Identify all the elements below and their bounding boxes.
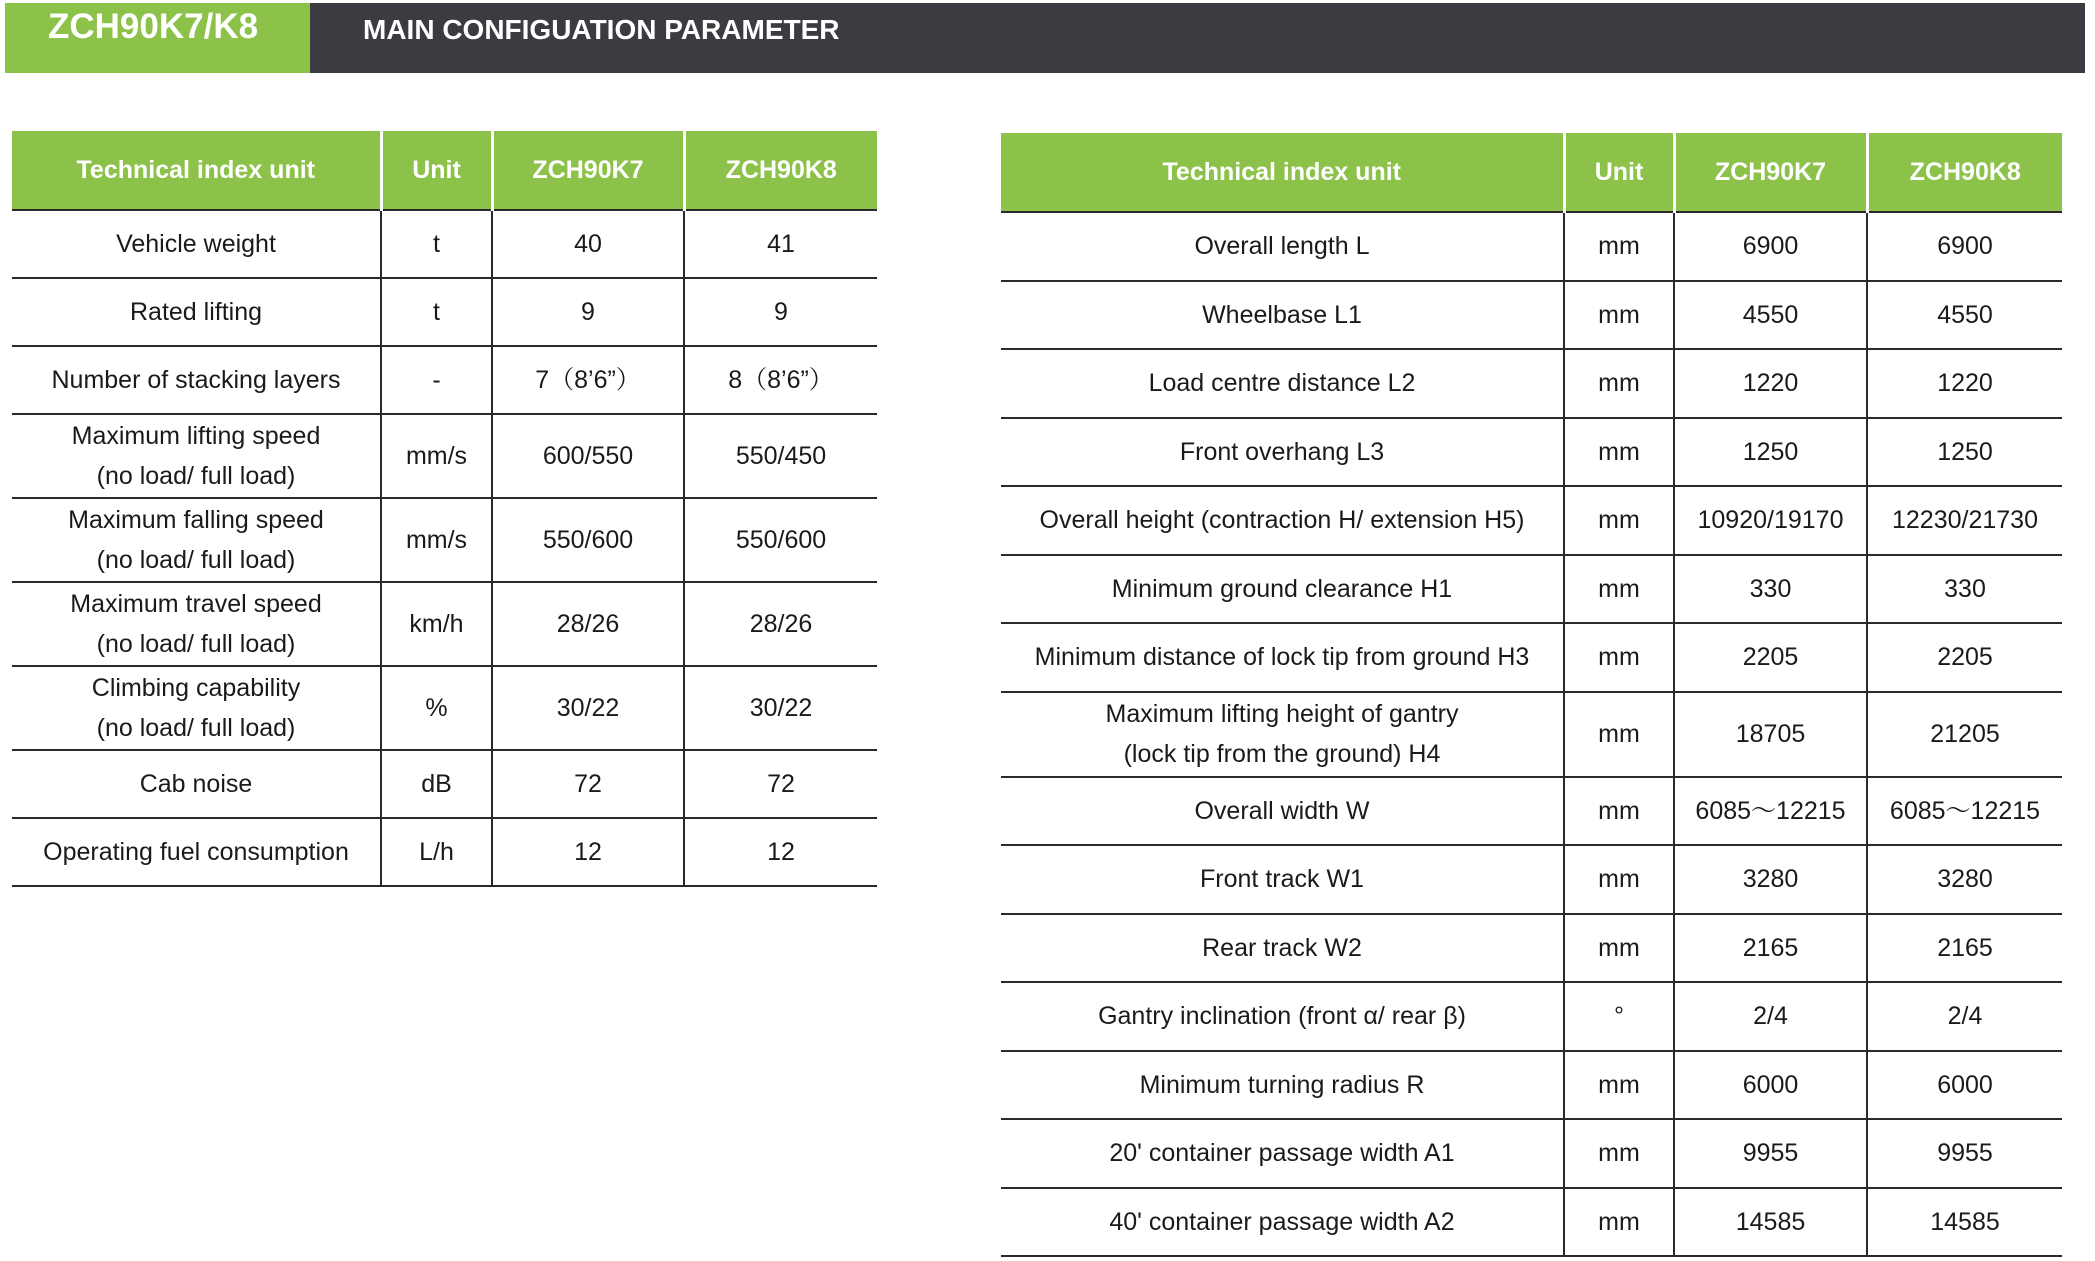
row-unit: mm	[1564, 623, 1674, 692]
table-row	[12, 346, 877, 414]
column-header-k8: ZCH90K8	[1867, 133, 2062, 212]
row-unit: km/h	[381, 582, 492, 666]
dimension-parameters-table	[1001, 133, 2062, 1257]
row-value-k7: 14585	[1674, 1188, 1867, 1257]
basic-parameters-table	[12, 131, 877, 887]
row-unit: %	[381, 666, 492, 750]
table-row	[1001, 692, 2062, 777]
row-name: Maximum lifting speed (no load/ full load)	[12, 414, 381, 498]
row-value-k8: 6085～12215	[1867, 777, 2062, 846]
row-unit: mm	[1564, 845, 1674, 914]
row-name: Maximum travel speed (no load/ full load)	[12, 582, 381, 666]
row-value-k7: 30/22	[492, 666, 684, 750]
table-row	[1001, 914, 2062, 983]
table-row	[1001, 1051, 2062, 1120]
row-value-k8: 4550	[1867, 281, 2062, 350]
table-row	[1001, 982, 2062, 1051]
row-value-k8: 9	[684, 278, 877, 346]
row-name: Minimum distance of lock tip from ground H3	[1001, 623, 1564, 692]
page-title: MAIN CONFIGUATION PARAMETER	[310, 3, 2085, 73]
row-value-k8: 14585	[1867, 1188, 2062, 1257]
row-value-k7: 330	[1674, 555, 1867, 624]
row-name: Overall height (contraction H/ extension H5)	[1001, 486, 1564, 555]
row-unit: L/h	[381, 818, 492, 886]
row-value-k7: 9955	[1674, 1119, 1867, 1188]
header-banner	[5, 3, 2085, 73]
model-title: ZCH90K7/K8	[5, 3, 310, 73]
row-unit: mm	[1564, 212, 1674, 281]
row-value-k7: 72	[492, 750, 684, 818]
row-unit: dB	[381, 750, 492, 818]
table-row	[1001, 1188, 2062, 1257]
row-name: 20' container passage width A1	[1001, 1119, 1564, 1188]
row-value-k8: 2/4	[1867, 982, 2062, 1051]
row-value-k8: 2165	[1867, 914, 2062, 983]
row-value-k7: 12	[492, 818, 684, 886]
row-value-k7: 3280	[1674, 845, 1867, 914]
column-header-k7: ZCH90K7	[492, 131, 684, 210]
row-value-k8: 72	[684, 750, 877, 818]
row-value-k8: 41	[684, 210, 877, 278]
row-value-k7: 2/4	[1674, 982, 1867, 1051]
table-row	[12, 666, 877, 750]
row-value-k7: 28/26	[492, 582, 684, 666]
row-name: Climbing capability (no load/ full load)	[12, 666, 381, 750]
row-unit: mm	[1564, 281, 1674, 350]
table-row	[1001, 212, 2062, 281]
row-name: Maximum lifting height of gantry (lock tip from the ground) H4	[1001, 692, 1564, 777]
table-row	[1001, 1119, 2062, 1188]
row-value-k8: 6900	[1867, 212, 2062, 281]
row-unit: mm	[1564, 1188, 1674, 1257]
row-value-k7: 2165	[1674, 914, 1867, 983]
row-unit: mm	[1564, 914, 1674, 983]
row-name: Front overhang L3	[1001, 418, 1564, 487]
row-value-k7: 6000	[1674, 1051, 1867, 1120]
row-value-k7: 4550	[1674, 281, 1867, 350]
row-value-k7: 600/550	[492, 414, 684, 498]
row-value-k8: 550/600	[684, 498, 877, 582]
table-row	[1001, 845, 2062, 914]
table-row	[12, 498, 877, 582]
row-name: Overall length L	[1001, 212, 1564, 281]
column-header-index: Technical index unit	[12, 131, 381, 210]
row-unit: °	[1564, 982, 1674, 1051]
row-unit: mm/s	[381, 414, 492, 498]
row-value-k8: 12230/21730	[1867, 486, 2062, 555]
row-name: Rated lifting	[12, 278, 381, 346]
column-header-k8: ZCH90K8	[684, 131, 877, 210]
row-name: Load centre distance L2	[1001, 349, 1564, 418]
row-unit: t	[381, 210, 492, 278]
row-value-k7: 18705	[1674, 692, 1867, 777]
row-unit: mm	[1564, 1051, 1674, 1120]
column-header-unit: Unit	[1564, 133, 1674, 212]
row-name: Front track W1	[1001, 845, 1564, 914]
table-row	[1001, 555, 2062, 624]
row-value-k8: 28/26	[684, 582, 877, 666]
row-value-k8: 550/450	[684, 414, 877, 498]
row-value-k8: 1250	[1867, 418, 2062, 487]
row-name: Overall width W	[1001, 777, 1564, 846]
row-unit: mm	[1564, 777, 1674, 846]
table-row	[1001, 349, 2062, 418]
row-value-k8: 9955	[1867, 1119, 2062, 1188]
table-row	[12, 818, 877, 886]
column-header-k7: ZCH90K7	[1674, 133, 1867, 212]
row-name: Maximum falling speed (no load/ full load)	[12, 498, 381, 582]
table-row	[12, 582, 877, 666]
row-name: Vehicle weight	[12, 210, 381, 278]
row-unit: t	[381, 278, 492, 346]
row-name: Minimum ground clearance H1	[1001, 555, 1564, 624]
row-value-k7: 1220	[1674, 349, 1867, 418]
table-row	[12, 210, 877, 278]
table-row	[1001, 418, 2062, 487]
row-name: Gantry inclination (front α/ rear β)	[1001, 982, 1564, 1051]
row-unit: mm	[1564, 1119, 1674, 1188]
row-value-k8: 8（8’6”）	[684, 346, 877, 414]
row-value-k7: 6900	[1674, 212, 1867, 281]
table-row	[12, 750, 877, 818]
table-row	[1001, 777, 2062, 846]
row-value-k7: 9	[492, 278, 684, 346]
column-header-index: Technical index unit	[1001, 133, 1564, 212]
row-value-k8: 12	[684, 818, 877, 886]
row-value-k8: 6000	[1867, 1051, 2062, 1120]
row-value-k8: 330	[1867, 555, 2062, 624]
row-value-k7: 7（8’6”）	[492, 346, 684, 414]
row-value-k8: 3280	[1867, 845, 2062, 914]
row-value-k7: 6085～12215	[1674, 777, 1867, 846]
row-name: 40' container passage width A2	[1001, 1188, 1564, 1257]
row-unit: -	[381, 346, 492, 414]
table-row	[12, 278, 877, 346]
row-name: Cab noise	[12, 750, 381, 818]
row-unit: mm	[1564, 486, 1674, 555]
table-header-row	[1001, 133, 2062, 212]
row-value-k8: 1220	[1867, 349, 2062, 418]
row-unit: mm	[1564, 555, 1674, 624]
row-value-k8: 2205	[1867, 623, 2062, 692]
column-header-unit: Unit	[381, 131, 492, 210]
table-row	[1001, 486, 2062, 555]
row-unit: mm	[1564, 418, 1674, 487]
row-unit: mm	[1564, 692, 1674, 777]
row-unit: mm/s	[381, 498, 492, 582]
row-unit: mm	[1564, 349, 1674, 418]
row-name: Wheelbase L1	[1001, 281, 1564, 350]
row-name: Minimum turning radius R	[1001, 1051, 1564, 1120]
row-value-k7: 40	[492, 210, 684, 278]
row-value-k7: 1250	[1674, 418, 1867, 487]
row-name: Number of stacking layers	[12, 346, 381, 414]
row-name: Rear track W2	[1001, 914, 1564, 983]
table-row	[1001, 281, 2062, 350]
row-name: Operating fuel consumption	[12, 818, 381, 886]
row-value-k8: 21205	[1867, 692, 2062, 777]
row-value-k8: 30/22	[684, 666, 877, 750]
row-value-k7: 10920/19170	[1674, 486, 1867, 555]
row-value-k7: 2205	[1674, 623, 1867, 692]
table-header-row	[12, 131, 877, 210]
table-row	[12, 414, 877, 498]
row-value-k7: 550/600	[492, 498, 684, 582]
table-row	[1001, 623, 2062, 692]
